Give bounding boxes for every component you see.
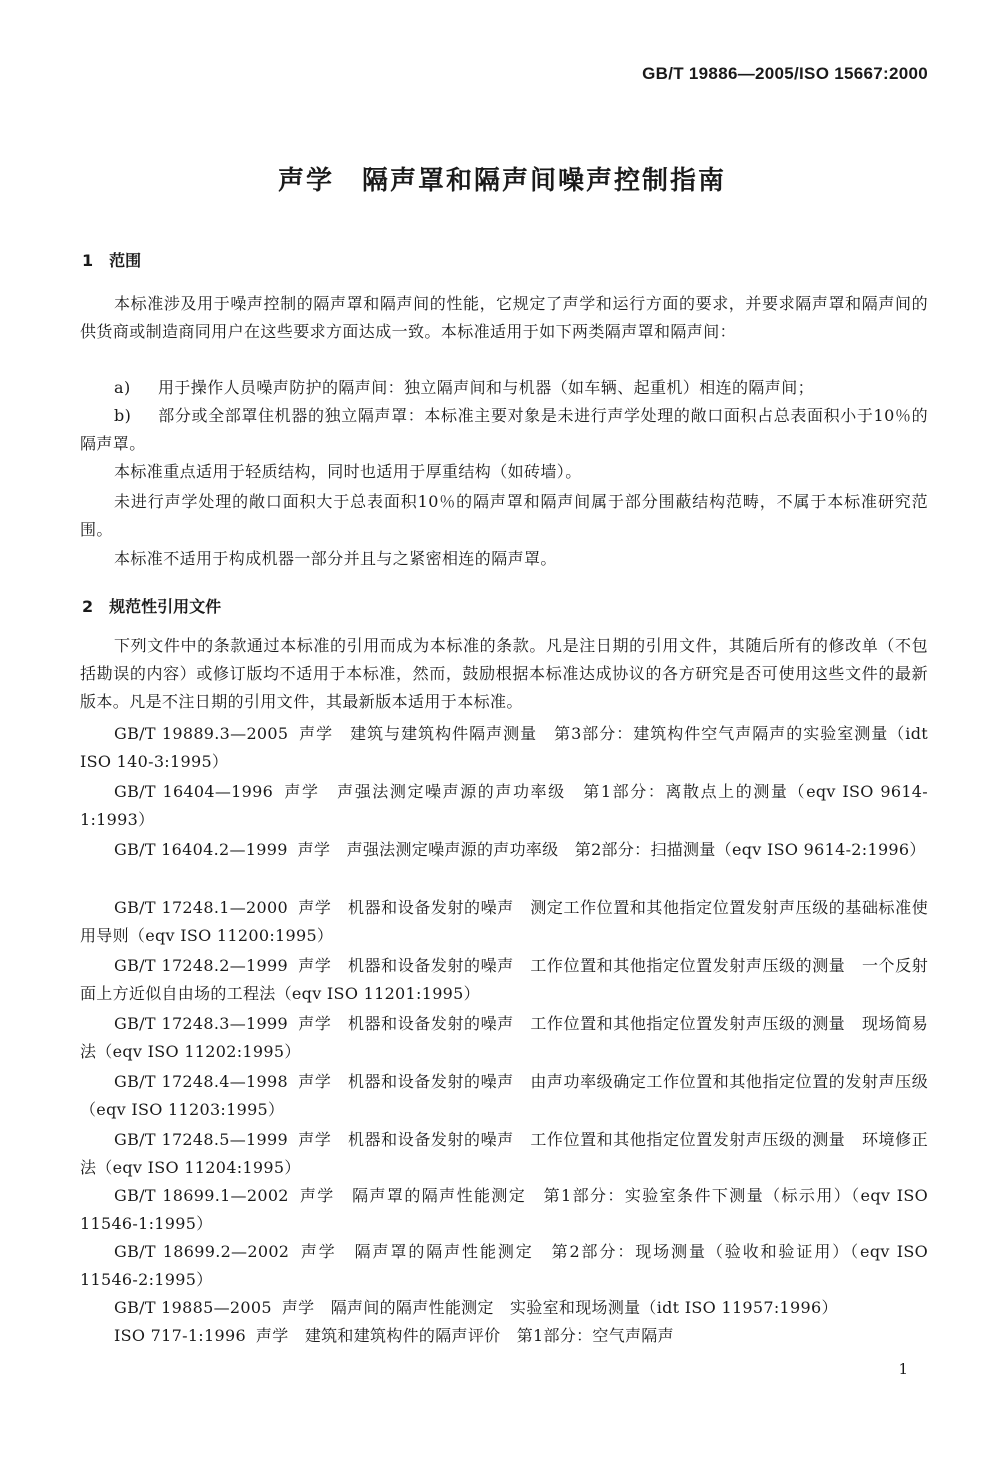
reference-entry — [80, 1068, 928, 1124]
reference-code: GB/T 17248.3—1999 — [114, 1014, 288, 1033]
list-item-label: b) — [114, 406, 132, 425]
reference-entry — [80, 1126, 928, 1182]
reference-entry — [80, 720, 928, 776]
section-1-paragraph-1: 本标准涉及用于噪声控制的隔声罩和隔声间的性能，它规定了声学和运行方面的要求，并要求隔声罩和隔声间的供货商或制造商同用户在这些要求方面达成一致。本标准适用于如下两类隔声罩和隔声间： — [80, 294, 928, 341]
reference-title: 声学 隔声间的隔声性能测定 实验室和现场测量（idt ISO 11957:1996） — [281, 1298, 838, 1317]
reference-title: 声学 建筑与建筑构件隔声测量 第3部分：建筑构件空气声隔声的实验室测量（idt ISO 140-3:1995） — [80, 724, 928, 771]
reference-title: 声学 机器和设备发射的噪声 工作位置和其他指定位置发射声压级的测量 现场简易法（eqv ISO 11202:1995） — [80, 1014, 928, 1061]
list-item-text: 部分或全部罩住机器的独立隔声罩：本标准主要对象是未进行声学处理的敞口面积占总表面积小于10％的隔声罩。 — [80, 406, 928, 453]
reference-code: ISO 717-1:1996 — [114, 1326, 246, 1345]
reference-title: 声学 隔声罩的隔声性能测定 第1部分：实验室条件下测量（标示用）（eqv ISO 11546-1:1995） — [80, 1186, 928, 1233]
reference-title: 声学 机器和设备发射的噪声 工作位置和其他指定位置发射声压级的测量 环境修正法（eqv ISO 11204:1995） — [80, 1130, 928, 1177]
reference-entry — [80, 1010, 928, 1066]
reference-code: GB/T 17248.2—1999 — [114, 956, 288, 975]
reference-code: GB/T 18699.2—2002 — [114, 1242, 290, 1261]
reference-title: 声学 机器和设备发射的噪声 测定工作位置和其他指定位置发射声压级的基础标准使用导则（eqv ISO 11200:1995） — [80, 898, 928, 945]
reference-code: GB/T 17248.1—2000 — [114, 898, 288, 917]
reference-title: 声学 机器和设备发射的噪声 由声功率级确定工作位置和其他指定位置的发射声压级（eqv ISO 11203:1995） — [80, 1072, 928, 1119]
reference-title: 声学 隔声罩的隔声性能测定 第2部分：现场测量（验收和验证用）（eqv ISO 11546-2:1995） — [80, 1242, 928, 1289]
reference-entry — [80, 778, 928, 834]
list-item-a — [80, 374, 928, 402]
reference-code: GB/T 19889.3—2005 — [114, 724, 289, 743]
reference-code: GB/T 17248.5—1999 — [114, 1130, 288, 1149]
reference-entry — [80, 1294, 928, 1322]
section-1-heading: 1 范围 — [82, 251, 142, 270]
section-1-paragraph-3: 未进行声学处理的敞口面积大于总表面积10％的隔声罩和隔声间属于部分围蔽结构范畴，不属于本标准研究范围。 — [80, 492, 928, 539]
reference-title: 声学 声强法测定噪声源的声功率级 第1部分：离散点上的测量（eqv ISO 9614-1:1993） — [80, 782, 928, 829]
page-number: 1 — [898, 1360, 908, 1378]
reference-title: 声学 机器和设备发射的噪声 工作位置和其他指定位置发射声压级的测量 一个反射面上方近似自由场的工程法（eqv ISO 11201:1995） — [80, 956, 928, 1003]
reference-code: GB/T 16404.2—1999 — [114, 840, 288, 859]
list-item-label: a) — [114, 378, 131, 397]
section-1-paragraph-4: 本标准不适用于构成机器一部分并且与之紧密相连的隔声罩。 — [114, 549, 557, 568]
section-2-intro: 下列文件中的条款通过本标准的引用而成为本标准的条款。凡是注日期的引用文件，其随后所有的修改单（不包括勘误的内容）或修订版均不适用于本标准，然而，鼓励根据本标准达成协议的各方研究是否可使用这些文件的最新版本。凡是不注日期的引用文件，其最新版本适用于本标准。 — [80, 636, 928, 711]
reference-entry — [80, 952, 928, 1008]
reference-code: GB/T 19885—2005 — [114, 1298, 272, 1317]
reference-entry — [80, 1182, 928, 1238]
reference-entry — [80, 836, 928, 864]
list-item-text: 用于操作人员噪声防护的隔声间：独立隔声间和与机器（如车辆、起重机）相连的隔声间； — [158, 378, 815, 397]
reference-title: 声学 声强法测定噪声源的声功率级 第2部分：扫描测量（eqv ISO 9614-2:1996） — [297, 840, 926, 859]
reference-entry — [80, 894, 928, 950]
reference-code: GB/T 16404—1996 — [114, 782, 274, 801]
section-2-heading: 2 规范性引用文件 — [82, 597, 222, 616]
reference-code: GB/T 18699.1—2002 — [114, 1186, 289, 1205]
reference-title: 声学 建筑和建筑构件的隔声评价 第1部分：空气声隔声 — [255, 1326, 674, 1345]
standard-code: GB/T 19886—2005/ISO 15667:2000 — [642, 64, 928, 83]
reference-code: GB/T 17248.4—1998 — [114, 1072, 288, 1091]
reference-entry — [80, 1322, 928, 1350]
list-item-b — [80, 402, 928, 458]
section-1-paragraph-2: 本标准重点适用于轻质结构，同时也适用于厚重结构（如砖墙）。 — [114, 462, 582, 481]
document-title: 声学 隔声罩和隔声间噪声控制指南 — [277, 166, 726, 196]
reference-entry — [80, 1238, 928, 1294]
